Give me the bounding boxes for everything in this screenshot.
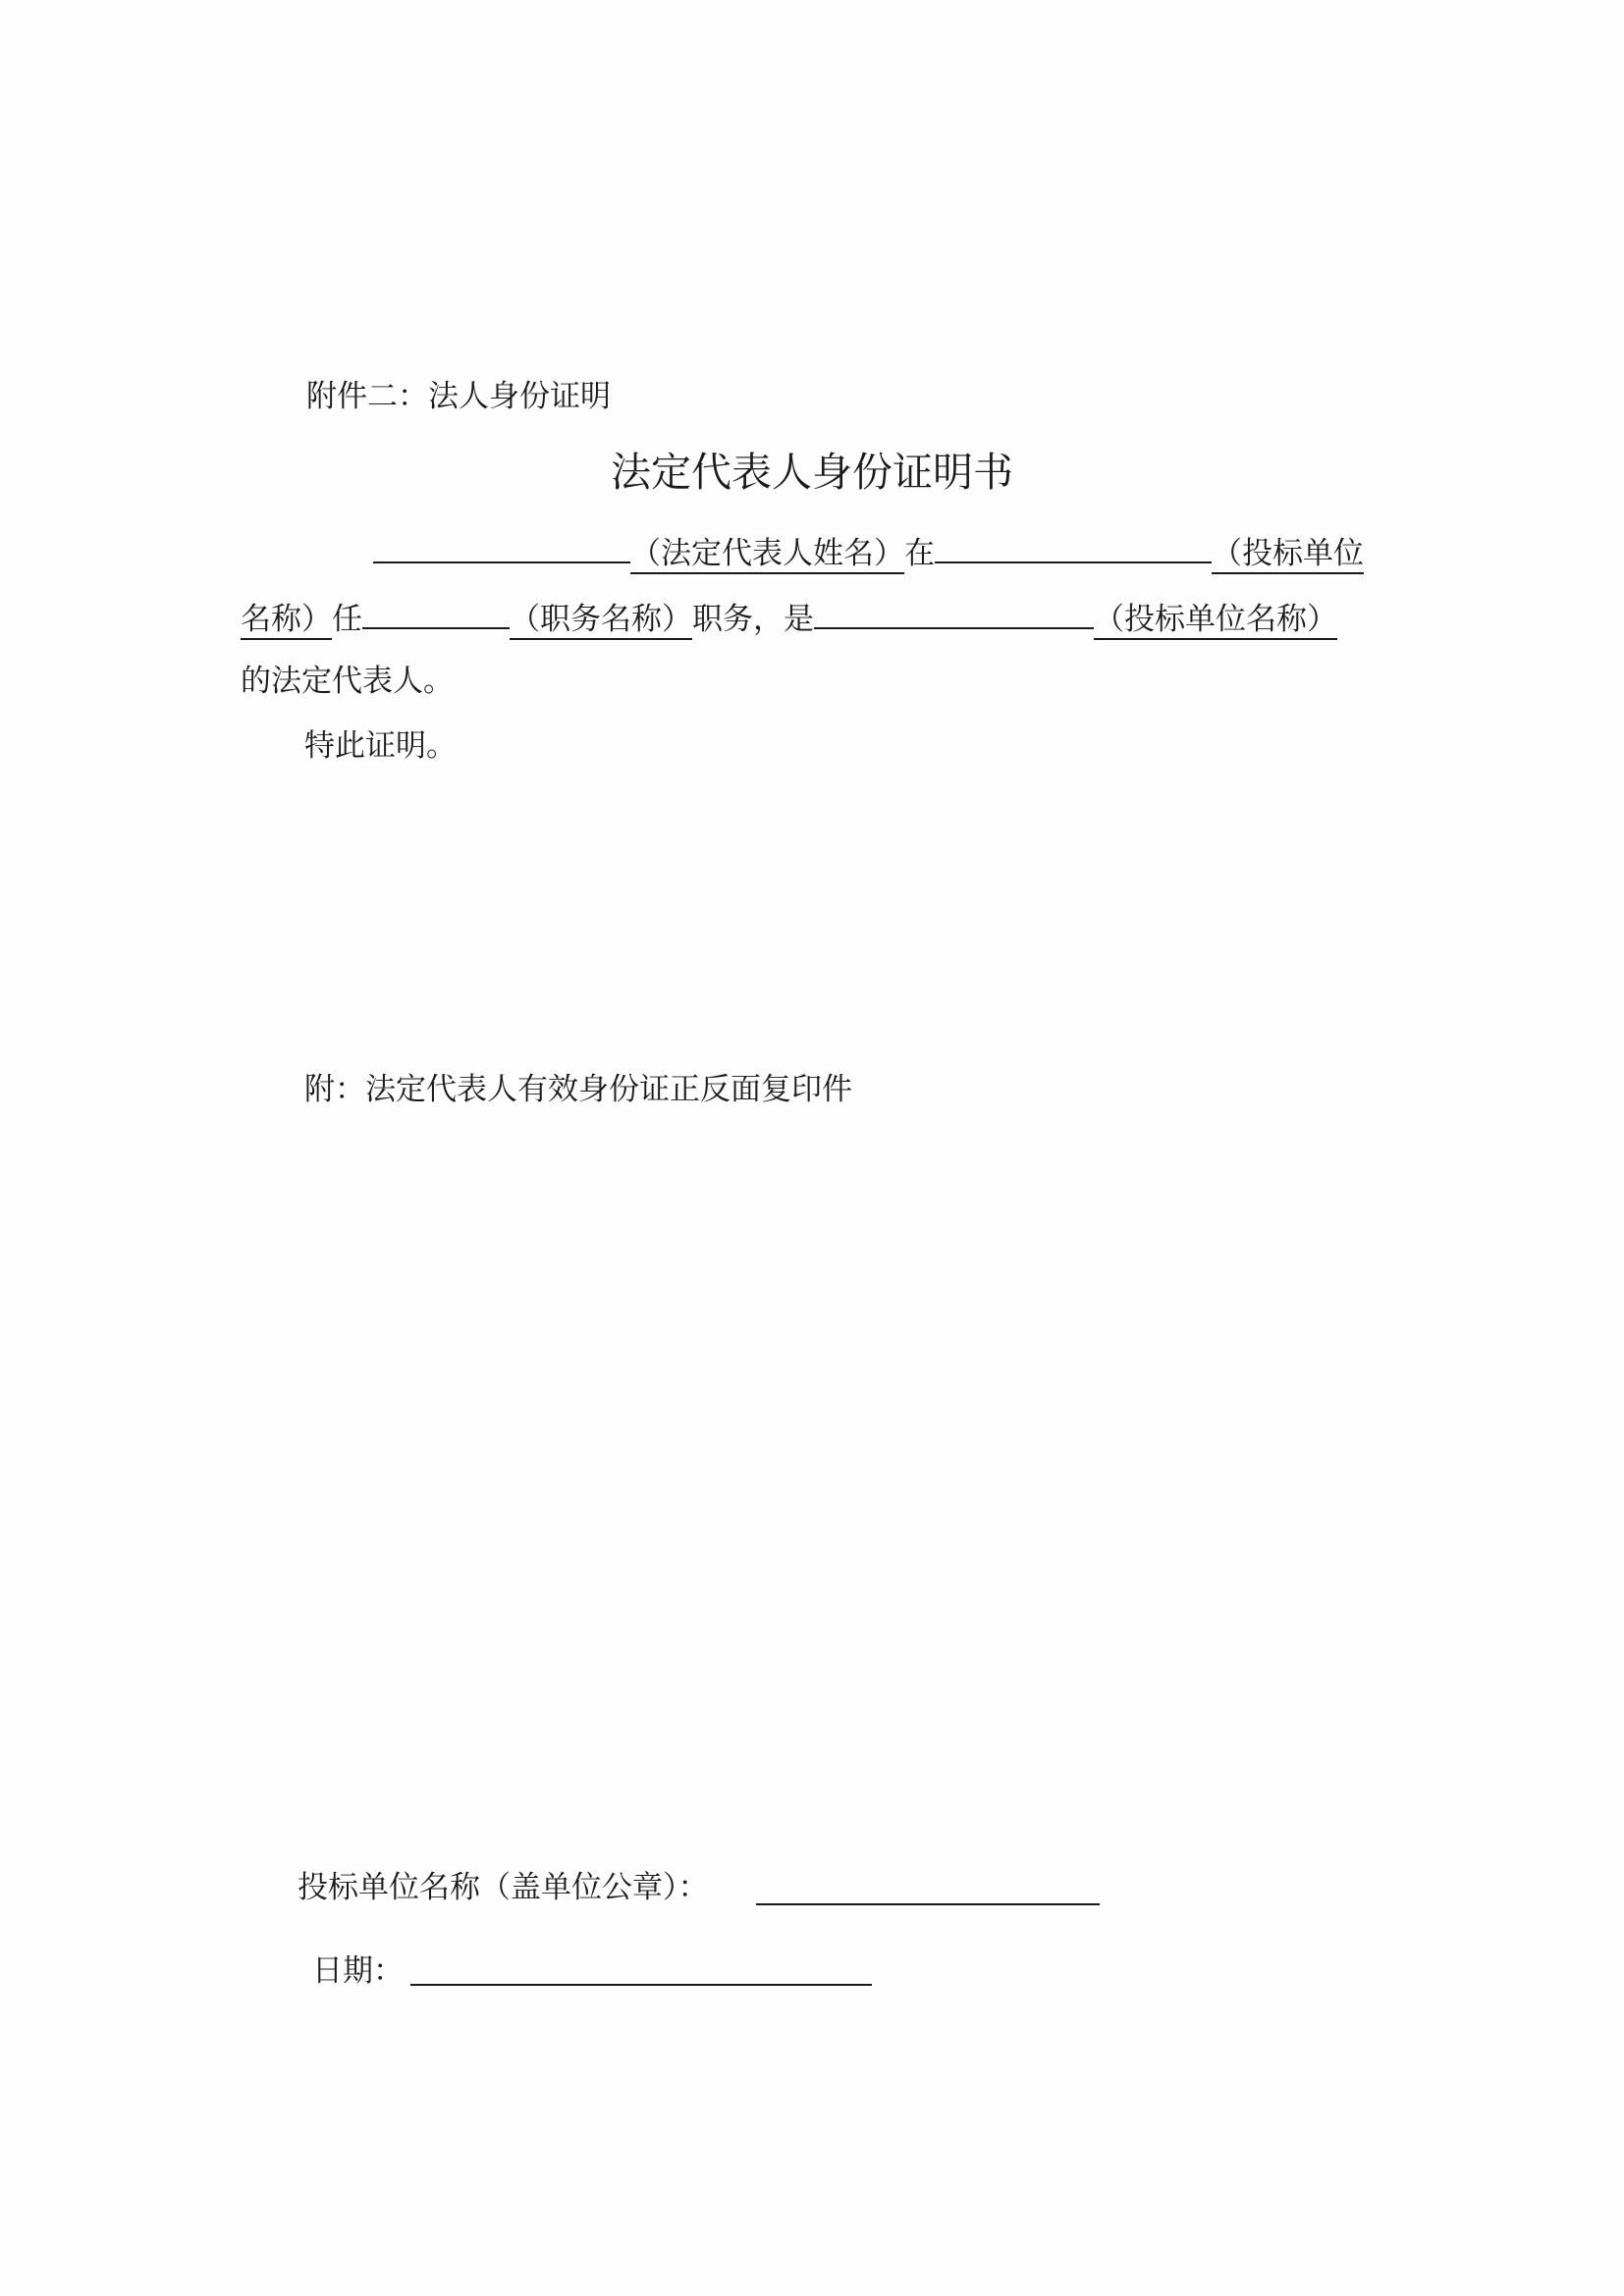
position-suffix: 职务，是: [692, 602, 814, 637]
document-title: 法定代表人身份证明书: [611, 449, 1013, 496]
date-label: 日期：: [312, 1953, 404, 1989]
legal-representative-name-blank[interactable]: [373, 530, 630, 563]
serve-word: 任: [332, 602, 362, 637]
position-blank[interactable]: [362, 596, 510, 629]
unit-seal-blank[interactable]: [756, 1903, 1100, 1905]
certify-text: 特此证明。: [304, 728, 457, 764]
attachment-label: 附件二：法人身份证明: [306, 379, 611, 414]
bidding-unit-blank-1[interactable]: [935, 530, 1212, 563]
in-word: 在: [904, 536, 935, 571]
position-hint: （职务名称）: [510, 602, 692, 640]
paragraph-line-1: [373, 530, 1364, 573]
name-hint: （法定代表人姓名）: [630, 536, 904, 574]
paragraph-ending: 的法定代表人。: [241, 664, 454, 699]
unit-hint-part2: 名称）: [241, 602, 332, 640]
unit-hint-full: （投标单位名称）: [1094, 602, 1337, 640]
paragraph-line-2: [241, 596, 1337, 639]
bidding-unit-blank-2[interactable]: [814, 596, 1094, 629]
date-blank[interactable]: [410, 1984, 872, 1986]
unit-hint-part1: （投标单位: [1212, 536, 1364, 574]
appendix-text: 附：法定代表人有效身份证正反面复印件: [304, 1072, 852, 1107]
unit-seal-label: 投标单位名称（盖单位公章）：: [298, 1870, 709, 1905]
